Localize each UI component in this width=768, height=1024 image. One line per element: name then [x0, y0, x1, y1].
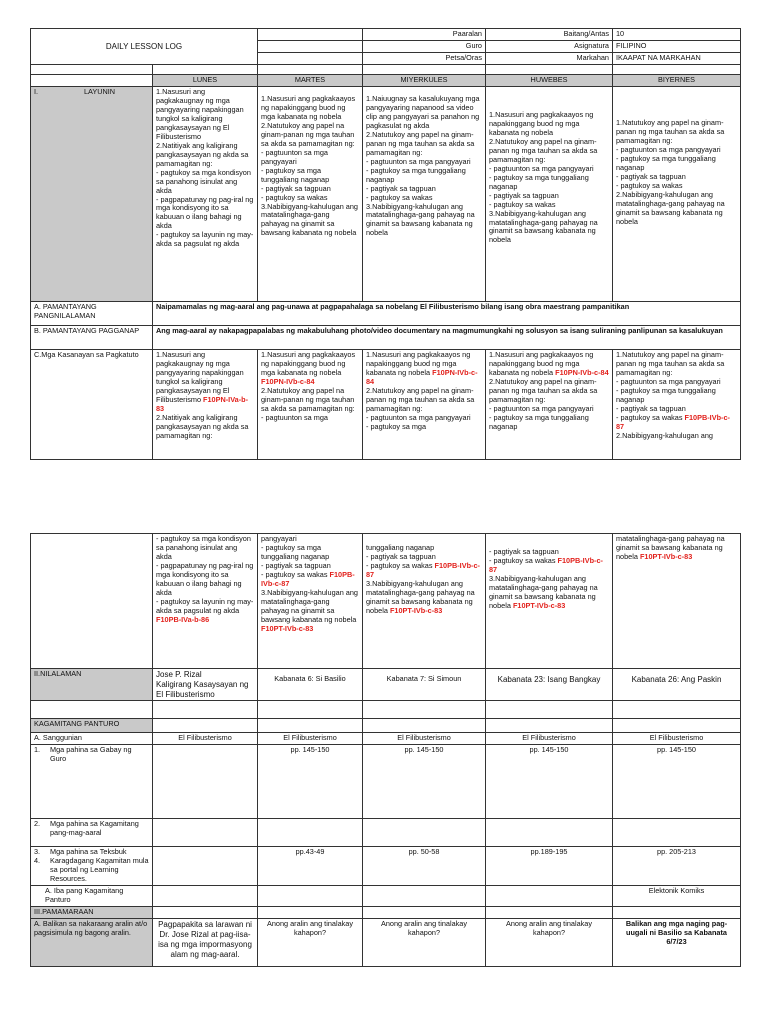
competency-text: - pagtukoy sa mga kondisyon sa panahong isinulat ang akda: [156, 534, 251, 561]
teksbuk-martes: pp.43-49: [258, 847, 363, 886]
competency-text: 1.Nasusuri ang pagkakaayos ng napakinggang buod ng mga kabanata ng nobela: [489, 349, 594, 377]
competency-code: F10PN-IVb-c-84: [261, 376, 315, 386]
sanggunian-martes: El Filibusterismo: [258, 733, 363, 745]
nilalaman-biyernes: Kabanata 26: Ang Paskin: [613, 669, 741, 701]
kasanayan-cont-huwebes: [486, 534, 613, 669]
competency-text: - pagtukoy sa mga tunggaliang naganap: [261, 542, 330, 561]
layunin-biyernes: [613, 86, 741, 301]
gabay-label-cell: [31, 745, 153, 819]
gabay-biyernes: pp. 145-150: [613, 745, 741, 819]
objective-line: - pagtiyak sa tagpuan: [261, 183, 331, 193]
kasanayan-cont-biyernes: [613, 534, 741, 669]
kagamitan-mag-aaral-number: 2.: [34, 819, 41, 829]
competency-text: - pagtukoy sa mga: [366, 421, 427, 431]
sanggunian-lunes: El Filibusterismo: [153, 733, 258, 745]
competency-text: 1.Nasusuri ang pagkakaayos ng napakinggang buod ng mga kabanata ng nobela: [366, 349, 471, 377]
teksbuk-number: 3.: [34, 847, 41, 857]
competency-line: [366, 562, 482, 580]
pamamaraan-label: III.PAMAMARAAN: [31, 907, 153, 919]
layunin-lunes: [153, 86, 258, 301]
balikan-huwebes: Anong aralin ang tinalakay kahapon?: [486, 919, 613, 967]
gabay-lunes: [153, 745, 258, 819]
kasanayan-lunes: [153, 349, 258, 459]
competency-text: - pagtiyak sa tagpuan: [489, 547, 559, 556]
competency-line: [261, 351, 359, 387]
kasanayan-cont-lunes: [153, 534, 258, 669]
kasanayan-martes: [258, 349, 363, 459]
iba-biyernes: Elektonik Komiks: [613, 886, 741, 907]
gabay-huwebes: pp. 145-150: [486, 745, 613, 819]
competency-code: F10PN-IVb-c-84: [366, 367, 478, 386]
competency-text: 1.Natutukoy ang papel na ginam-panan ng mga tauhan sa akda sa pamamagitan ng:: [616, 349, 725, 377]
objective-line: - pagtukoy sa mga kondisyon sa panahong isinulat ang akda: [156, 167, 251, 195]
objective-line: - pagtiyak sa tagpuan: [489, 190, 559, 200]
objective-line: - pagtukoy sa mga tunggaliang naganap: [489, 172, 589, 191]
competency-text: - pagtukoy sa wakas: [261, 569, 330, 579]
baitang-label: Baitang/Antas: [486, 29, 613, 41]
day-header-biyernes: BIYERNES: [613, 74, 741, 86]
competency-code: F10PN-IVb-c-84: [555, 367, 609, 377]
baitang-value: 10: [613, 29, 741, 41]
competency-text: matatalinghaga-gang pahayag na ginamit sa bawsang kabanata ng nobela: [616, 534, 725, 561]
competency-text: - pagtukoy sa wakas: [366, 560, 435, 570]
objective-line: 2.Nabibigyang-kahulugan ang matatalinghaga-gang pahayag na ginamit sa bawsang kabanata ng nobela: [616, 189, 725, 226]
competency-line: [616, 535, 737, 562]
competency-text: - pagtukoy sa mga tunggaliang naganap: [489, 412, 589, 431]
competency-line: [616, 387, 737, 405]
competency-line: [489, 351, 609, 378]
competency-text: - pagtuunton sa mga pangyayari: [366, 412, 471, 422]
objective-line: 2.Natutukoy ang papel na ginam-panan ng mga tauhan sa akda sa pamamagitan ng:: [366, 129, 475, 157]
iba-miyerkules: [363, 886, 486, 907]
objective-line: - pagtuunton sa mga pangyayari: [489, 163, 594, 173]
competency-text: - pagtiyak sa tagpuan: [366, 551, 436, 561]
sanggunian-biyernes: El Filibusterismo: [613, 733, 741, 745]
layunin-number: I.: [34, 86, 39, 96]
competency-text: 1.Nasusuri ang pagkakaayos ng napakinggang buod ng mga kabanata ng nobela: [261, 349, 356, 377]
objective-line: 3.Nabibigyang-kahulugan ang matatalinghaga-gang pahayag na ginamit sa bawsang kabanata ng nobela: [261, 201, 358, 238]
competency-line: [366, 387, 482, 414]
competency-line: [156, 535, 254, 562]
asignatura-value: FILIPINO: [613, 40, 741, 52]
balikan-biyernes: Balikan ang mga naging pag-uugali ni Basilio sa Kabanata 6/7/23: [613, 919, 741, 967]
objective-line: 3.Nabibigyang-kahulugan ang matatalinghaga-gang pahayag na ginamit sa bawsang kabanata ng nobela: [366, 201, 475, 238]
layunin-label-cell: [31, 86, 153, 301]
competency-text: - pagtukoy sa wakas: [489, 555, 558, 565]
teksbuk-lunes: [153, 847, 258, 886]
kasanayan-huwebes: [486, 349, 613, 459]
balikan-martes: Anong aralin ang tinalakay kahapon?: [258, 919, 363, 967]
competency-line: [366, 351, 482, 387]
objective-line: - pagtukoy sa mga tunggaliang naganap: [261, 165, 330, 184]
competency-text: 3.Nabibigyang-kahulugan ang matatalinghaga-gang pahayag na ginamit sa bawsang kabanata ng nobela: [261, 587, 358, 624]
competency-line: [489, 575, 609, 611]
kasanayan-label: C.Mga Kasanayan sa Pagkatuto: [31, 349, 153, 459]
iba-martes: [258, 886, 363, 907]
dll-table-page-1: [30, 28, 741, 460]
objective-line: - pagtukoy sa wakas: [616, 180, 683, 190]
competency-line: [261, 571, 359, 589]
competency-text: 2.Natutukoy ang papel na ginam-panan ng mga tauhan sa akda sa pamamagitan ng:: [366, 385, 475, 413]
competency-code: F10PB-IVb-c-87: [261, 569, 355, 588]
competency-text: 2.Natutukoy ang papel na ginam-panan ng mga tauhan sa akda sa pamamagitan ng:: [261, 385, 355, 413]
nilalaman-label: II.NILALAMAN: [31, 669, 153, 701]
layunin-martes: [258, 86, 363, 301]
paaralan-label: Paaralan: [363, 29, 486, 41]
pamantayang-pagganap-text: Ang mag-aaral ay nakapagpapalabas ng makabuluhang photo/video documentary na magmumungkahi ng solusyon sa isang suliraning panlipunan sa kasalukuyan: [153, 325, 741, 349]
nilalaman-lunes: Jose P. Rizal Kaligirang Kasaysayan ng El Filibusterismo: [153, 669, 258, 701]
competency-text: - pagtukoy sa mga tunggaliang naganap: [616, 385, 716, 404]
sanggunian-label: A. Sanggunian: [31, 733, 153, 745]
objective-line: - pagtuunton sa mga pangyayari: [366, 156, 471, 166]
competency-line: [156, 351, 254, 414]
nilalaman-huwebes: Kabanata 23: Isang Bangkay: [486, 669, 613, 701]
sanggunian-huwebes: El Filibusterismo: [486, 733, 613, 745]
objective-line: - pagtuunton sa mga pangyayari: [261, 147, 328, 166]
karagdagan-label: Karagdagang Kagamitan mula sa portal ng Learning Resources.: [50, 856, 149, 884]
competency-line: [616, 432, 737, 441]
competency-line: [489, 557, 609, 575]
objective-line: - pagtukoy sa wakas: [261, 192, 328, 202]
karagdagan-number: 4.: [34, 856, 41, 866]
competency-text: 3.Nabibigyang-kahulugan ang matatalinghaga-gang pahayag na ginamit sa bawsang kabanata ng nobela: [489, 573, 598, 610]
markahan-label: Markahan: [486, 52, 613, 64]
teksbuk-biyernes: pp. 205-213: [613, 847, 741, 886]
balikan-label: A. Balikan sa nakaraang aralin at/o pagsisimula ng bagong aralin.: [31, 919, 153, 967]
competency-text: 2.Natutukoy ang papel na ginam-panan ng mga tauhan sa akda sa pamamagitan ng:: [489, 376, 598, 404]
teksbuk-label-cell: [31, 847, 153, 886]
competency-text: pangyayari: [261, 534, 297, 543]
competency-code: F10PT-IVb-c-83: [261, 623, 314, 633]
objective-line: - pagtukoy sa mga tunggaliang naganap: [616, 153, 716, 172]
competency-text: 3.Nabibigyang-kahulugan ang matatalinghaga-gang pahayag na ginamit sa bawsang kabanata ng nobela: [366, 578, 475, 615]
objective-line: - pagtukoy sa mga tunggaliang naganap: [366, 165, 466, 184]
competency-line: [616, 414, 737, 432]
objective-line: 1.Naiuugnay sa kasalukuyang mga pangyayaring napanood sa video clip ang pangyayari sa panahon ng pagkasulat ng akda: [366, 93, 480, 130]
competency-text: - pagtuunton sa mga pangyayari: [489, 403, 594, 413]
kasanayan-cont-martes: [258, 534, 363, 669]
kasanayan-cont-miyerkules: [363, 534, 486, 669]
competency-text: - pagtiyak sa tagpuan: [616, 403, 686, 413]
sanggunian-miyerkules: El Filibusterismo: [363, 733, 486, 745]
competency-line: [366, 580, 482, 616]
dll-table-page-2: [30, 533, 741, 967]
competency-line: [156, 414, 254, 441]
layunin-miyerkules: [363, 86, 486, 301]
kasanayan-miyerkules: [363, 349, 486, 459]
competency-line: [261, 414, 359, 423]
iba-pang-kagamitan-label: A. Iba pang Kagamitang Panturo: [31, 886, 153, 907]
lesson-log-title: DAILY LESSON LOG: [31, 29, 258, 65]
competency-text: - pagtiyak sa tagpuan: [261, 560, 331, 570]
day-header-huwebes: HUWEBES: [486, 74, 613, 86]
petsa-label: Petsa/Oras: [363, 52, 486, 64]
objective-line: - pagtukoy sa wakas: [489, 199, 556, 209]
gabay-martes: pp. 145-150: [258, 745, 363, 819]
competency-text: - pagpapatunay ng pag-iral ng mga kondisyong ito sa kabuuan o ilang bahagi ng akda: [156, 560, 254, 597]
layunin-huwebes: [486, 86, 613, 301]
objective-line: 1.Nasusuri ang pagkakaayos ng napakinggang buod ng mga kabanata ng nobela: [489, 109, 594, 137]
iba-lunes: [153, 886, 258, 907]
objective-line: - pagtukoy sa layunin ng may-akda sa pagsulat ng akda: [156, 230, 254, 249]
competency-code: F10PB-IVa-b-86: [156, 614, 210, 624]
pamantayang-nilalaman-label: A. PAMANTAYANG PANGNILALAMAN: [31, 301, 153, 325]
objective-line: 2.Natutukoy ang papel na ginam-panan ng mga tauhan sa akda sa pamamagitan ng:: [489, 136, 598, 164]
gabay-number: 1.: [34, 745, 41, 755]
day-header-lunes: LUNES: [153, 74, 258, 86]
nilalaman-miyerkules: Kabanata 7: Si Simoun: [363, 669, 486, 701]
competency-line: [156, 562, 254, 598]
objective-line: 1.Nasusuri ang pagkakaayos ng napakinggang buod ng mga kabanata ng nobela: [261, 93, 356, 121]
competency-code: F10PB-IVb-c-87: [489, 555, 603, 574]
kagamitan-mag-aaral-cell: [31, 819, 153, 847]
competency-code: F10PT-IVb-c-83: [639, 551, 693, 561]
iba-huwebes: [486, 886, 613, 907]
nilalaman-martes: Kabanata 6: Si Basilio: [258, 669, 363, 701]
competency-line: [261, 589, 359, 634]
objective-line: 1.Nasusuri ang pagkakaugnay ng mga pangyayaring napakinggan tungkol sa kaligirang pangkasaysayan ng El Filibusterismo: [156, 86, 244, 141]
competency-code: F10PB-IVb-c-87: [616, 412, 730, 431]
pamantayang-pagganap-label: B. PAMANTAYANG PAGGANAP: [31, 325, 153, 349]
page-2: [30, 533, 740, 967]
teksbuk-miyerkules: pp. 50-58: [363, 847, 486, 886]
competency-code: F10PB-IVb-c-87: [366, 560, 480, 579]
competency-line: [489, 378, 609, 405]
objective-line: - pagtiyak sa tagpuan: [366, 183, 436, 193]
objective-line: 3.Nabibigyang-kahulugan ang matatalinghaga-gang pahayag na ginamit sa bawsang kabanata ng nobela: [489, 208, 598, 245]
objective-line: - pagpapatunay ng pag-iral ng mga kondisyong ito sa kabuuan o ilang bahagi ng akda: [156, 194, 254, 231]
competency-text: 1.Nasusuri ang pagkakaugnay ng mga pangyayaring napakinggan tungkol sa kaligirang pangkasaysayan ng El Filibusterismo: [156, 349, 244, 404]
objective-line: 1.Natutukoy ang papel na ginam-panan ng mga tauhan sa akda sa pamamagitan ng:: [616, 117, 725, 145]
balikan-miyerkules: Anong aralin ang tinalakay kahapon?: [363, 919, 486, 967]
objective-line: - pagtukoy sa wakas: [366, 192, 433, 202]
kasanayan-biyernes: [613, 349, 741, 459]
guro-label: Guro: [363, 40, 486, 52]
objective-line: 2.Natutukoy ang papel na ginam-panan ng mga tauhan sa akda sa pamamagitan ng:: [261, 120, 355, 148]
competency-line: [489, 414, 609, 432]
page-1: [30, 28, 740, 460]
kagamitan-mag-aaral-label: Mga pahina sa Kagamitang pang-mag-aaral: [50, 819, 139, 838]
kagamitan-label: KAGAMITANG PANTURO: [31, 719, 153, 733]
layunin-title: LAYUNIN: [83, 86, 116, 96]
competency-line: [366, 423, 482, 432]
competency-line: [156, 598, 254, 625]
teksbuk-label: Mga pahina sa Teksbuk: [50, 847, 127, 857]
competency-code: F10PT-IVb-c-83: [389, 605, 443, 615]
markahan-value: IKAAPAT NA MARKAHAN: [613, 52, 741, 64]
competency-text: - pagtukoy sa wakas: [616, 412, 685, 422]
asignatura-label: Asignatura: [486, 40, 613, 52]
competency-code: F10PN-IVa-b-83: [156, 394, 249, 413]
competency-line: [616, 351, 737, 378]
gabay-label: Mga pahina sa Gabay ng Guro: [50, 745, 132, 764]
objective-line: - pagtuunton sa mga pangyayari: [616, 144, 721, 154]
objective-line: 2.Natitiyak ang kaligirang pangkasaysayan ng akda sa pamamagitan ng:: [156, 140, 249, 168]
competency-text: - pagtuunton sa mga: [261, 412, 328, 422]
competency-line: [261, 387, 359, 414]
competency-text: tunggaliang naganap: [366, 543, 435, 552]
competency-code: F10PT-IVb-c-83: [512, 600, 566, 610]
pamantayang-nilalaman-text: Naipamamalas ng mag-aaral ang pag-unawa at pagpapahalaga sa nobelang El Filibusterismo bilang isang obra maestrang pampanitikan: [153, 301, 741, 325]
competency-text: - pagtuunton sa mga pangyayari: [616, 376, 721, 386]
teksbuk-huwebes: pp.189-195: [486, 847, 613, 886]
competency-text: 2.Nabibigyang-kahulugan ang: [616, 430, 713, 440]
day-header-miyerkules: MIYERKULES: [363, 74, 486, 86]
day-header-martes: MARTES: [258, 74, 363, 86]
objective-line: - pagtiyak sa tagpuan: [616, 171, 686, 181]
gabay-miyerkules: pp. 145-150: [363, 745, 486, 819]
competency-line: [261, 544, 359, 562]
competency-text: 2.Natitiyak ang kaligirang pangkasaysayan ng akda sa pamamagitan ng:: [156, 412, 249, 440]
balikan-lunes: Pagpapakita sa larawan ni Dr. Jose Rizal at pag-iisa-isa ng mga impormasyong alam ng mag-aaral.: [153, 919, 258, 967]
competency-text: - pagtukoy sa layunin ng may-akda sa pagsulat ng akda: [156, 596, 254, 615]
